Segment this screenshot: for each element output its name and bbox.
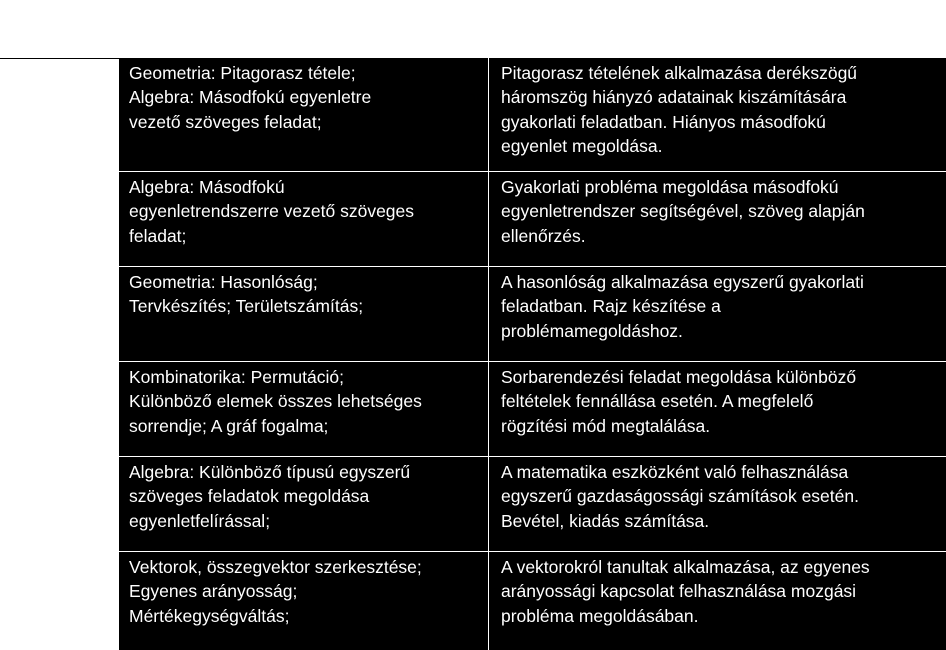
table-cell-topic: Geometria: Hasonlóság; Tervkészítés; Területszámítás;: [119, 266, 489, 361]
table-cell-description: Gyakorlati probléma megoldása másodfokú egyenletrendszer segítségével, szöveg alapján ellenőrzés.: [489, 171, 946, 266]
table-cell-description: Sorbarendezési feladat megoldása különböző feltételek fennállása esetén. A megfelelő rögzítési mód megtalálása.: [489, 361, 946, 456]
table-cell-description: A matematika eszközként való felhasználása egyszerű gazdaságossági számítások esetén. Bevétel, kiadás számítása.: [489, 456, 946, 551]
table-cell-description: A hasonlóság alkalmazása egyszerű gyakorlati feladatban. Rajz készítése a problémamegoldáshoz.: [489, 266, 946, 361]
table-cell-topic: Algebra: Különböző típusú egyszerű szöveges feladatok megoldása egyenletfelírással;: [119, 456, 489, 551]
header-divider-line: [0, 58, 119, 59]
table-cell-description: Pitagorasz tételének alkalmazása derékszögű háromszög hiányzó adatainak kiszámítására gyakorlati feladatban. Hiányos másodfokú egyenlet megoldása.: [501, 63, 858, 157]
table-cell-topic: Vektorok, összegvektor szerkesztése; Egyenes arányosság; Mértékegységváltás;: [119, 551, 489, 650]
table-cell-topic: Geometria: Pitagorasz tétele; Algebra: Másodfokú egyenletre vezető szöveges feladat;: [119, 58, 489, 171]
table-cell-description: A vektorokról tanultak alkalmazása, az egyenes arányossági kapcsolat felhasználása mozgási probléma megoldásában.: [489, 551, 946, 650]
table-cell-topic: Algebra: Másodfokú egyenletrendszerre vezető szöveges feladat;: [119, 171, 489, 266]
topics-table: [119, 58, 946, 650]
table-cell-topic: Kombinatorika: Permutáció; Különböző elemek összes lehetséges sorrendje; A gráf fogalma;: [119, 361, 489, 456]
